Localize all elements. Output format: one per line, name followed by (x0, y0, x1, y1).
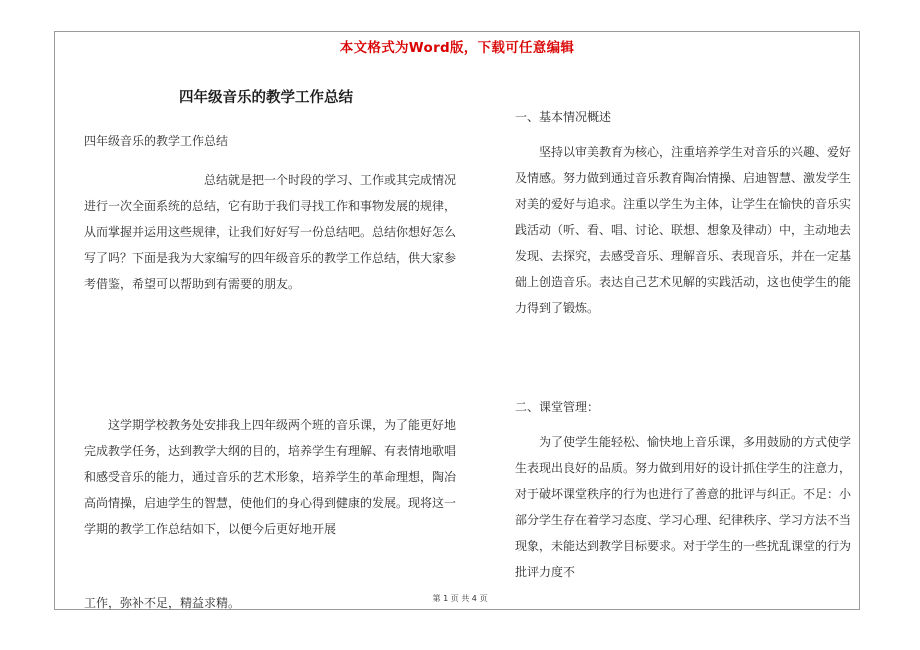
semester-paragraph-last-line: 工作，弥补不足，精益求精。 (84, 596, 241, 610)
document-title: 四年级音乐的教学工作总结 (179, 90, 353, 106)
document-page (54, 31, 860, 610)
editable-format-banner: 本文格式为Word版，下载可任意编辑 (339, 40, 575, 56)
section-heading-classroom-management: 二、课堂管理： (515, 400, 600, 414)
basic-overview-paragraph: 坚持以审美教育为核心，注重培养学生对音乐的兴趣、爱好及情感。努力做到通过音乐教育陶冶情操、启迪智慧、激发学生对美的爱好与追求。注重以学生为主体，让学生在愉快的音乐实践活动（听、看、唱、讨论、联想、想象及律动）中，主动地去发现、去探究，去感受音乐、理解音乐、表现音乐，并在一定基础上创造音乐。表达自己艺术见解的实践活动，这也使学生的能力得到了锻炼。 (515, 145, 852, 315)
semester-paragraph: 这学期学校教务处安排我上四年级两个班的音乐课，为了能更好地完成教学任务，达到教学大纲的目的，培养学生有理解、有表情地歌唱和感受音乐的能力，通过音乐的艺术形象，培养学生的革命理想，陶冶高尚情操，启迪学生的智慧，使他们的身心得到健康的发展。现将这一学期的教学工作总结如下，以便今后更好地开展 (84, 418, 457, 536)
intro-paragraph: 总结就是把一个时段的学习、工作或其完成情况进行一次全面系统的总结，它有助于我们寻找工作和事物发展的规律，从而掌握并运用这些规律，让我们好好写一份总结吧。总结你想好怎么写了吗？下面是我为大家编写的四年级音乐的教学工作总结，供大家参考借鉴，希望可以帮助到有需要的朋友。 (84, 173, 457, 291)
section-heading-basic-overview: 一、基本情况概述 (515, 110, 612, 124)
classroom-management-paragraph: 为了使学生能轻松、愉快地上音乐课，多用鼓励的方式使学生表现出良好的品质。努力做到用好的设计抓住学生的注意力，对于破坏课堂秩序的行为也进行了善意的批评与纠正。不足：小部分学生存在着学习态度、学习心理、纪律秩序、学习方法不当现象，未能达到教学目标要求。对于学生的一些扰乱课堂的行为批评力度不 (515, 435, 852, 579)
page-number-footer: 第 1 页 共 4 页 (432, 594, 488, 603)
document-subtitle: 四年级音乐的教学工作总结 (84, 134, 229, 148)
